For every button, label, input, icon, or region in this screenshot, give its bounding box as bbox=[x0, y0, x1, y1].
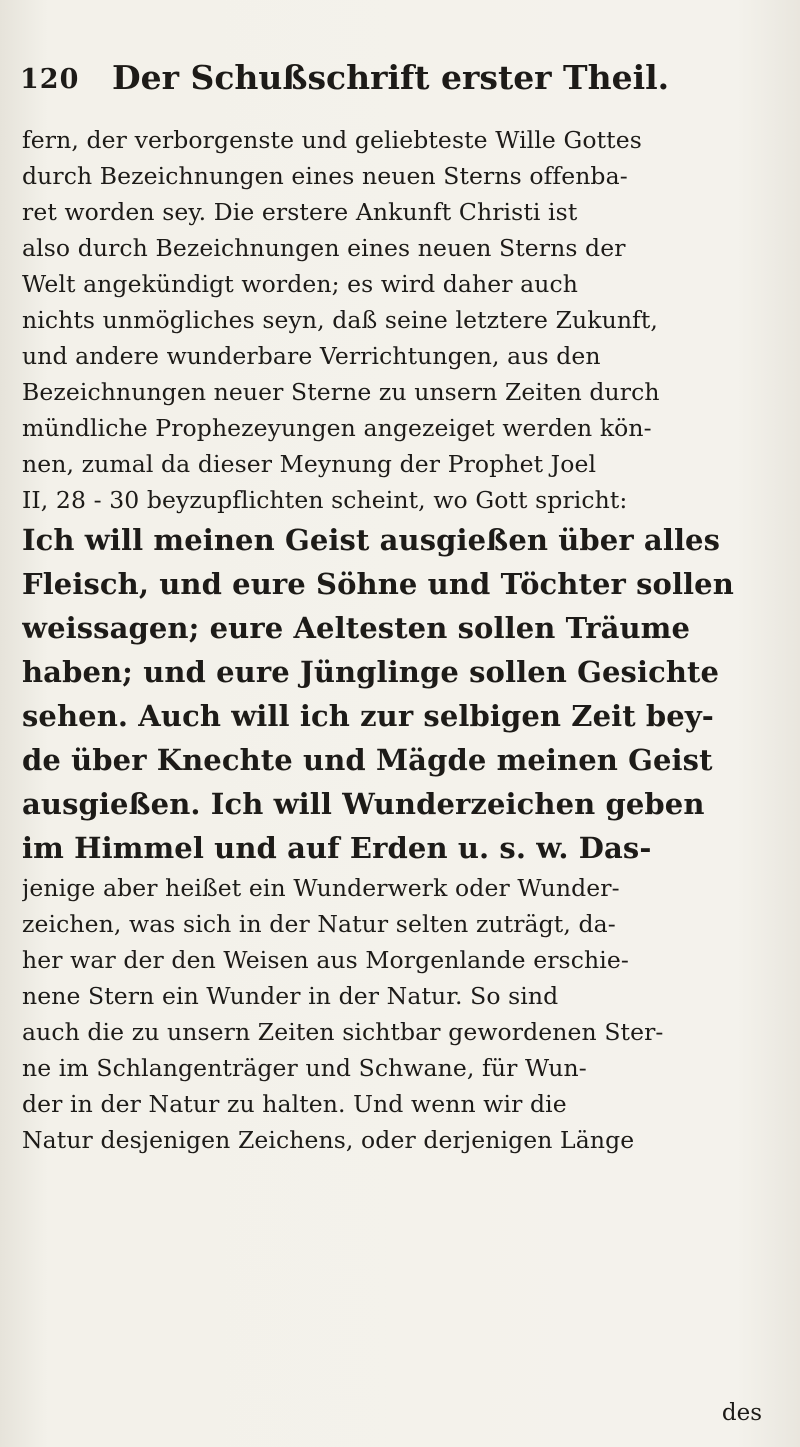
scripture-quote-line: de über Knechte und Mägde meinen Geist bbox=[22, 743, 713, 777]
text-line: II, 28 - 30 beyzupflichten scheint, wo Gott spricht: bbox=[22, 486, 628, 514]
scripture-quote-line: sehen. Auch will ich zur selbigen Zeit bey- bbox=[22, 699, 714, 733]
catchword: des bbox=[721, 1400, 762, 1426]
text-line: Natur desjenigen Zeichens, oder derjenigen Länge bbox=[22, 1126, 635, 1154]
scripture-quote-line: Fleisch, und eure Söhne und Töchter sollen bbox=[22, 567, 734, 601]
text-line: mündliche Prophezeyungen angezeiget werden kön- bbox=[22, 414, 652, 442]
page-header bbox=[20, 58, 780, 110]
body-text bbox=[22, 122, 784, 1158]
scripture-quote-line: weissagen; eure Aeltesten sollen Träume bbox=[22, 611, 691, 645]
page-number: 120 bbox=[20, 64, 80, 95]
text-line: auch die zu unsern Zeiten sichtbar gewordenen Ster- bbox=[22, 1018, 664, 1046]
text-line: durch Bezeichnungen eines neuen Sterns offenba- bbox=[22, 162, 628, 190]
text-line: nene Stern ein Wunder in der Natur. So sind bbox=[22, 982, 559, 1010]
text-line: und andere wunderbare Verrichtungen, aus den bbox=[22, 342, 601, 370]
text-line: nen, zumal da dieser Meynung der Prophet Joel bbox=[22, 450, 597, 478]
text-line: ne im Schlangenträger und Schwane, für Wun- bbox=[22, 1054, 587, 1082]
text-line: jenige aber heißet ein Wunderwerk oder Wunder- bbox=[22, 874, 620, 902]
scripture-quote-line: im Himmel und auf Erden u. s. w. Das- bbox=[22, 831, 652, 865]
text-line: also durch Bezeichnungen eines neuen Sterns der bbox=[22, 234, 626, 262]
text-line: Bezeichnungen neuer Sterne zu unsern Zeiten durch bbox=[22, 378, 660, 406]
text-line: zeichen, was sich in der Natur selten zuträgt, da- bbox=[22, 910, 616, 938]
text-line: nichts unmögliches seyn, daß seine letztere Zukunft, bbox=[22, 306, 658, 334]
running-head: Der Schußschrift erster Theil. bbox=[112, 58, 670, 97]
scripture-quote-line: Ich will meinen Geist ausgießen über alles bbox=[22, 523, 721, 557]
text-line: der in der Natur zu halten. Und wenn wir die bbox=[22, 1090, 567, 1118]
scripture-quote-line: ausgießen. Ich will Wunderzeichen geben bbox=[22, 787, 705, 821]
scripture-quote-line: haben; und eure Jünglinge sollen Gesichte bbox=[22, 655, 720, 689]
text-line: Welt angekündigt worden; es wird daher auch bbox=[22, 270, 579, 298]
text-line: fern, der verborgenste und geliebteste Wille Gottes bbox=[22, 126, 642, 154]
text-line: her war der den Weisen aus Morgenlande erschie- bbox=[22, 946, 629, 974]
text-line: ret worden sey. Die erstere Ankunft Christi ist bbox=[22, 198, 578, 226]
